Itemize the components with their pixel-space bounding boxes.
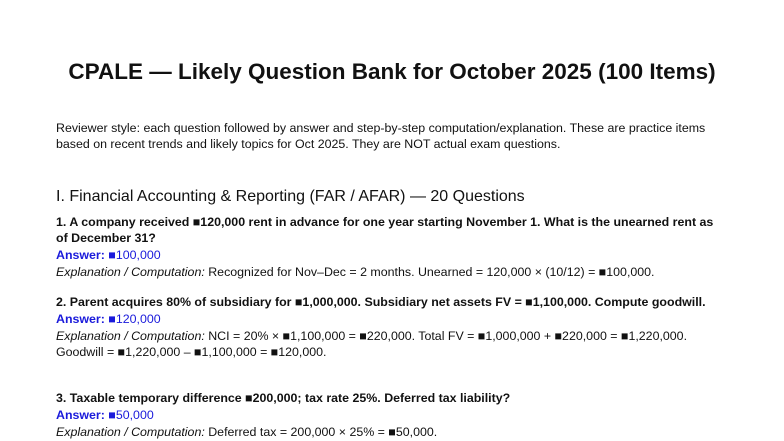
question-text: 1. A company received ■120,000 rent in advance for one year starting November 1. What is the unearned rent as of December 31? bbox=[56, 215, 714, 245]
answer-value: ■120,000 bbox=[108, 312, 161, 326]
question-item-3 bbox=[56, 390, 728, 440]
question-text: 2. Parent acquires 80% of subsidiary for ■1,000,000. Subsidiary net assets FV = ■1,100,000. Compute goodwill. bbox=[56, 295, 706, 309]
explanation-label: Explanation / Computation: bbox=[56, 329, 205, 343]
explanation-line bbox=[56, 264, 728, 280]
section-heading: I. Financial Accounting & Reporting (FAR / AFAR) — 20 Questions bbox=[56, 188, 525, 205]
question-text: 3. Taxable temporary difference ■200,000; tax rate 25%. Deferred tax liability? bbox=[56, 391, 511, 405]
question-item-2 bbox=[56, 294, 728, 360]
intro-paragraph: Reviewer style: each question followed by answer and step-by-step computation/explanation. These are practice items based on recent trends and likely topics for Oct 2025. They are NOT actual exam questions. bbox=[56, 121, 706, 151]
answer-value: ■100,000 bbox=[108, 248, 161, 262]
explanation-label: Explanation / Computation: bbox=[56, 265, 205, 279]
answer-label: Answer: bbox=[56, 408, 105, 422]
answer-line bbox=[56, 407, 728, 423]
answer-label: Answer: bbox=[56, 248, 105, 262]
answer-line bbox=[56, 247, 728, 263]
explanation-text: Recognized for Nov–Dec = 2 months. Unearned = 120,000 × (10/12) = ■100,000. bbox=[208, 265, 655, 279]
explanation-label: Explanation / Computation: bbox=[56, 425, 205, 439]
explanation-text: Deferred tax = 200,000 × 25% = ■50,000. bbox=[208, 425, 438, 439]
question-item-1 bbox=[56, 214, 728, 280]
document-title: CPALE — Likely Question Bank for October 2025 (100 Items) bbox=[68, 59, 716, 84]
answer-line bbox=[56, 311, 728, 327]
answer-value: ■50,000 bbox=[108, 408, 154, 422]
answer-label: Answer: bbox=[56, 312, 105, 326]
explanation-line bbox=[56, 424, 728, 440]
explanation-text: NCI = 20% × ■1,100,000 = ■220,000. Total FV = ■1,000,000 + ■220,000 = ■1,220,000. Goodwill = ■1,220,000 – ■1,100,000 = ■120,000. bbox=[56, 329, 688, 359]
explanation-line bbox=[56, 328, 728, 360]
